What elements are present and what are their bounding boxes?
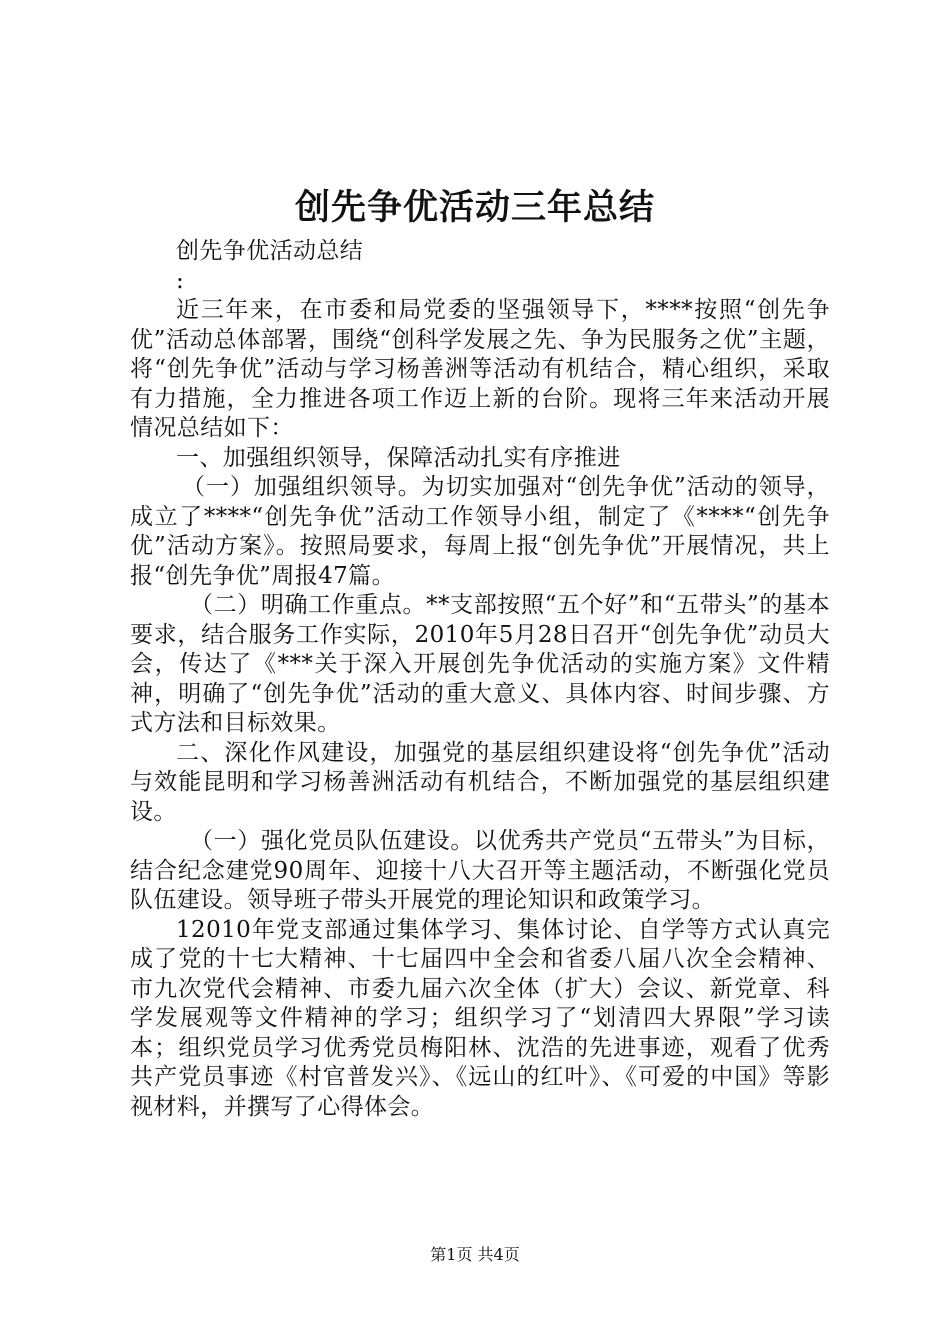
- paragraph-intro: 近三年来，在市委和局党委的坚强领导下，****按照“创先争优”活动总体部署，围绕“创科学发展之先、争为民服务之优”主题，将“创先争优”活动与学习杨善洲等活动有机结合，精心组织，采取有力措施，全力推进各项工作迈上新的台阶。现将三年来活动开展情况总结如下：: [130, 297, 830, 441]
- subtitle-colon: :: [176, 267, 185, 294]
- paragraph-1-1: （一）加强组织领导。为切实加强对“创先争优”活动的领导，成立了****“创先争优”活动工作领导小组，制定了《****“创先争优”活动方案》。按照局要求，每周上报“创先争优”开展情况，共上报“创先争优”周报47篇。: [130, 474, 830, 589]
- document-title: 创先争优活动三年总结: [294, 187, 655, 228]
- page-footer: 第1页 共4页: [430, 1245, 520, 1264]
- document-body: [130, 237, 830, 1122]
- document-subtitle: 创先争优活动总结: [176, 238, 364, 264]
- paragraph-1-2: （二）明确工作重点。**支部按照“五个好”和“五带头”的基本要求，结合服务工作实际，2010年5月28日召开“创先争优”动员大会，传达了《***关于深入开展创先争优活动的实施方案》文件精神，明确了“创先争优”活动的重大意义、具体内容、时间步骤、方式方法和目标效果。: [130, 592, 830, 736]
- paragraph-2-1-detail: 12010年党支部通过集体学习、集体讨论、自学等方式认真完成了党的十七大精神、十七届四中全会和省委八届八次全会精神、市九次党代会精神、市委九届六次全体（扩大）会议、新党章、科学发展观等文件精神的学习；组织学习了“划清四大界限”学习读本；组织党员学习优秀党员梅阳林、沈浩的先进事迹，观看了优秀共产党员事迹《村官普发兴》、《远山的红叶》、《可爱的中国》等影视材料，并撰写了心得体会。: [130, 916, 830, 1120]
- paragraph-2-1: （一）强化党员队伍建设。以优秀共产党员“五带头”为目标，结合纪念建党90周年、迎接十八大召开等主题活动，不断强化党员队伍建设。领导班子带头开展党的理论知识和政策学习。: [130, 828, 830, 913]
- section-heading-2: 二、深化作风建设，加强党的基层组织建设将“创先争优”活动与效能昆明和学习杨善洲活动有机结合，不断加强党的基层组织建设。: [130, 739, 830, 825]
- section-heading-1: 一、加强组织领导，保障活动扎实有序推进: [176, 444, 621, 471]
